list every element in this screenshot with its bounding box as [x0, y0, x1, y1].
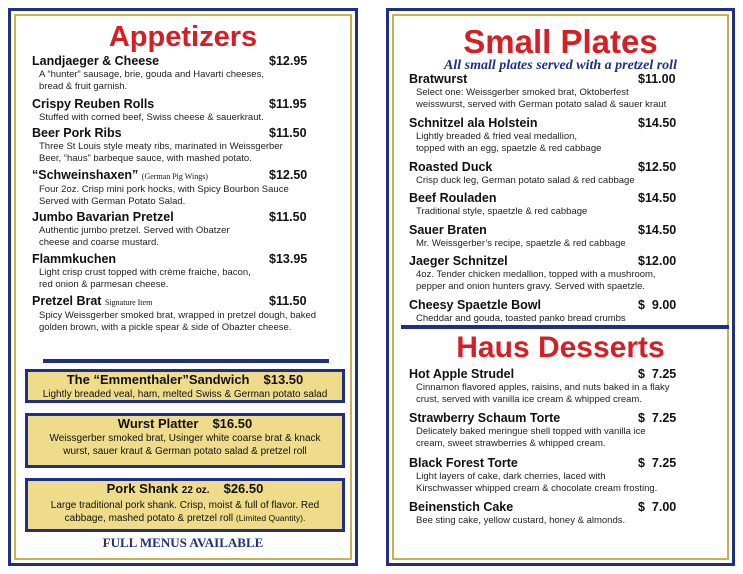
menu-item-price: $14.50 [638, 223, 677, 237]
menu-item-description: bread & fruit garnish. [39, 81, 128, 92]
menu-item-price: $11.50 [269, 210, 307, 224]
special-title [28, 416, 342, 432]
menu-item-row [409, 116, 692, 131]
menu-item-description: Four 2oz. Crisp mini pork hocks, with Spicy Bourbon Sauce [39, 184, 289, 195]
divider [401, 325, 729, 329]
special-box [25, 413, 345, 468]
special-box [25, 478, 345, 532]
menu-item-row [409, 456, 692, 471]
menu-item [32, 210, 317, 249]
left-menu-panel [8, 8, 358, 566]
special-name: Pork Shank [106, 481, 179, 496]
menu-item-price: $ 7.25 [638, 411, 677, 425]
menu-item-description: A “hunter” sausage, brie, gouda and Havarti cheeses, [39, 69, 264, 80]
menu-item [409, 223, 692, 250]
menu-item-description: Cheddar and gouda, toasted panko bread crumbs [416, 313, 626, 324]
menu-item-description: topped with an egg, spaetzle & red cabbage [416, 143, 602, 154]
menu-item-description: Lightly breaded & fried veal medallion, [416, 131, 578, 142]
special-note: (Limited Quantity). [235, 513, 306, 523]
menu-item-name: Cheesy Spaetzle Bowl [409, 298, 541, 312]
menu-item-price: $12.00 [638, 254, 677, 268]
menu-item-name: Black Forest Torte [409, 456, 518, 470]
special-description: Lightly breaded veal, ham, melted Swiss & German potato salad [42, 389, 328, 400]
menu-item-name: Roasted Duck [409, 160, 493, 174]
menu-item-row [409, 72, 692, 87]
special-name: Wurst Platter [117, 416, 199, 431]
menu-item-row [32, 294, 317, 310]
menu-item-name: Crispy Reuben Rolls [32, 97, 155, 111]
menu-item [32, 97, 317, 124]
footer-text: FULL MENUS AVAILABLE [102, 535, 264, 550]
menu-item-price: $13.95 [269, 252, 308, 266]
menu-item-note: (German Pig Wings) [141, 172, 208, 181]
menu-item-row [32, 252, 317, 267]
menu-item-price: $ 7.00 [638, 500, 677, 514]
menu-item-price: $11.00 [638, 72, 676, 86]
desserts-title: Haus Desserts [456, 331, 665, 364]
menu-item-price: $12.50 [638, 160, 677, 174]
menu-item-description: cream, sweet strawberries & whipped cream. [416, 438, 606, 449]
menu-item [32, 252, 317, 291]
menu-item-row [32, 54, 317, 69]
menu-item-description: Cinnamon flavored apples, raisins, and nuts baked in a flaky [416, 382, 670, 393]
menu-item-price: $12.95 [269, 54, 308, 68]
menu-item-price: $ 7.25 [638, 456, 677, 470]
menu-item-description: Crisp duck leg, German potato salad & red cabbage [416, 175, 635, 186]
menu-item-description: Served with German Potato Salad. [39, 196, 186, 207]
menu-item-price: $14.50 [638, 116, 677, 130]
special-name: The “Emmenthaler”Sandwich [66, 372, 250, 387]
special-price: $16.50 [212, 416, 253, 431]
menu-item-description: Light crisp crust topped with crème fraiche, bacon, [39, 267, 251, 278]
menu-item-name: Pretzel Brat Signature Item [32, 294, 153, 308]
menu-item-description: Three St Louis style meaty ribs, marinated in Weissgerber [39, 141, 283, 152]
menu-item-name: Sauer Braten [409, 223, 487, 237]
menu-item-row [409, 500, 692, 515]
menu-item-note: Signature Item [104, 298, 153, 307]
special-price: $13.50 [263, 372, 304, 387]
small-plates-title: Small Plates [463, 23, 658, 60]
special-price: $26.50 [223, 481, 264, 496]
small-plates-subtitle: All small plates served with a pretzel roll [444, 58, 677, 73]
menu-item-row [32, 168, 317, 184]
menu-item [32, 168, 317, 208]
menu-item-description: Bee sting cake, yellow custard, honey & almonds. [416, 515, 626, 526]
menu-item-description: Light layers of cake, dark cherries, laced with [416, 471, 606, 482]
menu-item-description: weisswurst, served with German potato salad & sauer kraut [416, 99, 667, 110]
menu-item-row [409, 367, 692, 382]
menu-item [409, 116, 692, 155]
menu-item-description: 4oz. Tender chicken medallion, topped with a mushroom, [416, 269, 656, 280]
menu-item-price: $12.50 [269, 168, 308, 182]
menu-item [32, 294, 317, 334]
menu-item-description: Beer, “haus” barbeque sauce, with mashed potato. [39, 153, 252, 164]
menu-item [409, 367, 692, 406]
special-box [25, 369, 345, 403]
menu-item-description: Delicately baked meringue shell topped with vanilla ice [416, 426, 646, 437]
menu-item-row [409, 411, 692, 426]
special-size: 22 oz. [181, 485, 210, 496]
menu-item [409, 456, 692, 495]
menu-item-price: $ 7.25 [638, 367, 677, 381]
menu-item [409, 411, 692, 450]
menu-item [409, 254, 692, 293]
appetizers-title: Appetizers [108, 21, 258, 53]
menu-item-description: Spicy Weissgerber smoked brat, wrapped in pretzel dough, baked [39, 310, 317, 321]
menu-item-name: Flammkuchen [32, 252, 117, 266]
menu-item-name: Beinenstich Cake [409, 500, 514, 514]
menu-item-row [409, 298, 692, 313]
menu-item-description: golden brown, with a pickle spear & side of Obazter cheese. [39, 322, 292, 333]
menu-item-description: Authentic jumbo pretzel. Served with Obatzer [39, 225, 230, 236]
menu-item-price: $ 9.00 [638, 298, 677, 312]
menu-item-price: $11.50 [269, 126, 307, 140]
special-description: cabbage, mashed potato & pretzel roll (Limited Quantity). [64, 513, 306, 524]
menu-item-description: Mr. Weissgerber’s recipe, spaetzle & red cabbage [416, 238, 626, 249]
menu-item-description: cheese and coarse mustard. [39, 237, 159, 248]
menu-item-description: Select one: Weissgerber smoked brat, Oktoberfest [416, 87, 629, 98]
menu-item [32, 54, 317, 93]
menu-item-row [409, 223, 692, 238]
menu-item-name: “Schweinshaxen” (German Pig Wings) [32, 168, 208, 182]
menu-item-name: Strawberry Schaum Torte [409, 411, 561, 425]
menu-item-row [409, 160, 692, 175]
menu-item-price: $11.95 [269, 97, 307, 111]
menu-item [409, 160, 692, 187]
menu-item-name: Landjaeger & Cheese [32, 54, 160, 68]
menu-item-description: Stuffed with corned beef, Swiss cheese & sauerkraut. [39, 112, 264, 123]
special-description: Weissgerber smoked brat, Usinger white coarse brat & knack [49, 433, 321, 444]
menu-item [409, 191, 692, 218]
menu-item-row [409, 254, 692, 269]
special-description: Large traditional pork shank. Crisp, moist & full of flavor. Red [50, 500, 320, 511]
menu-item [409, 500, 692, 527]
menu-item-name: Jumbo Bavarian Pretzel [32, 210, 174, 224]
menu-item-name: Jaeger Schnitzel [409, 254, 508, 268]
menu-item-price: $11.50 [269, 294, 307, 308]
menu-item-row [32, 97, 317, 112]
menu-item-description: red onion & parmesan cheese. [39, 279, 169, 290]
menu-item-description: pepper and onion hunters gravy. Served with spaetzle. [416, 281, 646, 292]
menu-item-name: Beer Pork Ribs [32, 126, 122, 140]
menu-item-row [32, 126, 317, 141]
menu-item-price: $14.50 [638, 191, 677, 205]
special-title [28, 372, 342, 388]
divider [43, 359, 329, 363]
menu-item-name: Schnitzel ala Holstein [409, 116, 538, 130]
menu-item-description: crust, served with vanilla ice cream & whipped cream. [416, 394, 642, 405]
menu-item [409, 298, 692, 325]
menu-item-name: Hot Apple Strudel [409, 367, 515, 381]
special-title [28, 481, 342, 499]
menu-item [409, 72, 692, 111]
menu-item-row [32, 210, 317, 225]
right-menu-panel [386, 8, 735, 566]
menu-item-name: Bratwurst [409, 72, 468, 86]
menu-item-description: Kirschwasser whipped cream & chocolate cream frosting. [416, 483, 658, 494]
special-description: wurst, sauer kraut & German potato salad & pretzel roll [63, 446, 307, 457]
menu-item-row [409, 191, 692, 206]
menu-item-description: Traditional style, spaetzle & red cabbage [416, 206, 588, 217]
menu-item [32, 126, 317, 165]
menu-item-name: Beef Rouladen [409, 191, 497, 205]
